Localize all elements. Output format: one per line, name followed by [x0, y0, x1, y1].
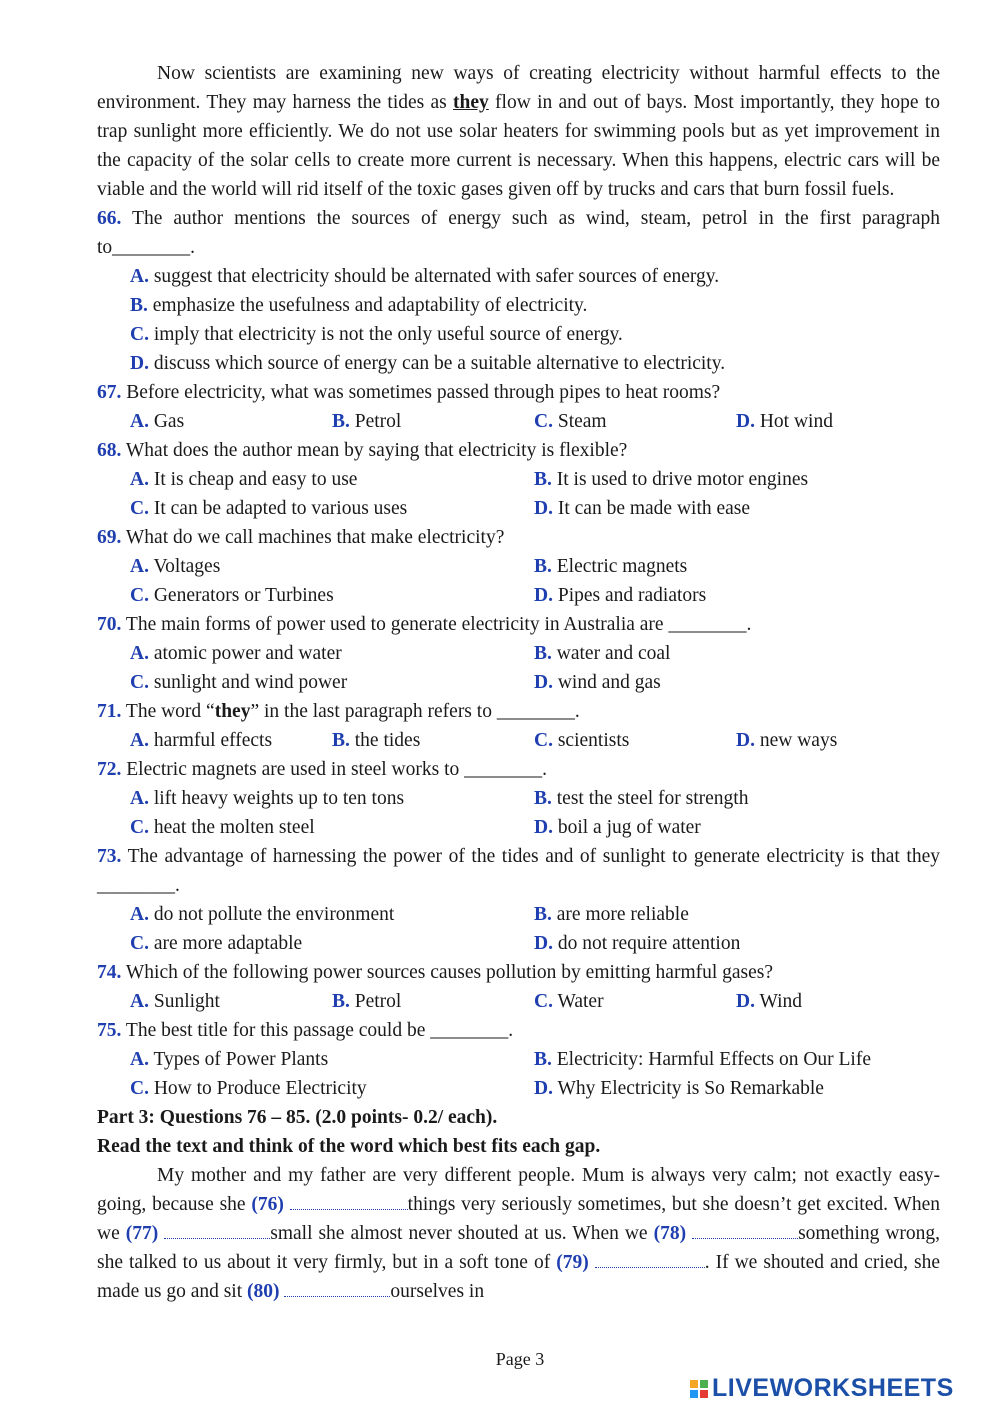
question-68 — [97, 436, 940, 465]
gap-79-input[interactable] — [595, 1249, 705, 1268]
gap-label-79: (79) — [556, 1252, 589, 1273]
question-70 — [97, 610, 940, 639]
question-75 — [97, 1016, 940, 1045]
option-75-c[interactable]: C. How to Produce Electricity — [130, 1078, 367, 1099]
cloze-passage: My mother and my father are very different people. Mum is always very calm; not exactly easy-going, because she (76) things very seriously sometimes, but she doesn’t get excited. When we (77) small she almost never shouted at us. When we (78) something wrong, she talked to us about it very firmly, but in a soft tone of (79) . If we shouted and cried, she made us go and sit (80) ourselves in — [97, 1165, 941, 1302]
question-number: 67. — [97, 382, 122, 403]
option-71-a[interactable]: A. harmful effects — [130, 730, 273, 751]
page-number: Page 3 — [495, 1349, 545, 1369]
option-70-b[interactable]: B. water and coal — [534, 643, 671, 664]
option-74-a[interactable]: A. Sunlight — [130, 991, 220, 1012]
option-71-c[interactable]: C. scientists — [534, 730, 630, 751]
options-74 — [97, 987, 940, 1016]
question-stem: Which of the following power sources causes pollution by emitting harmful gases? — [125, 962, 774, 983]
reading-passage-end: Now scientists are examining new ways of creating electricity without harmful effects to the environment. They may harness the tides as they flow in and out of bays. Most importantly, they hope to trap sunlight more efficiently. We do not use solar heaters for swimming pools but as yet improvement in the capacity of the solar cells to create more current is necessary. When this happens, electric cars will be viable and the world will rid itself of the toxic gases given off by trucks and cars that burn fossil fuels. — [97, 63, 940, 200]
options-70 — [97, 639, 940, 697]
question-stem: What does the author mean by saying that electricity is flexible? — [125, 440, 628, 461]
option-71-b[interactable]: B. the tides — [332, 730, 421, 751]
option-67-d[interactable]: D. Hot wind — [736, 411, 833, 432]
option-73-d[interactable]: D. do not require attention — [534, 933, 741, 954]
option-68-c[interactable]: C. It can be adapted to various uses — [130, 498, 408, 519]
question-number: 69. — [97, 527, 122, 548]
question-71: 71. The word “they” in the last paragraph refers to ________. — [97, 701, 580, 722]
question-number: 75. — [97, 1020, 122, 1041]
highlighted-word-they: they — [453, 92, 489, 113]
question-72 — [97, 755, 940, 784]
gap-76-input[interactable] — [290, 1191, 408, 1210]
question-stem: Before electricity, what was sometimes passed through pipes to heat rooms? — [126, 382, 721, 403]
options-71 — [97, 726, 940, 755]
question-69 — [97, 523, 940, 552]
question-stem: The main forms of power used to generate electricity in Australia are ________. — [125, 614, 752, 635]
logo-grid-icon — [690, 1380, 708, 1398]
gap-label-76: (76) — [251, 1194, 284, 1215]
option-69-b[interactable]: B. Electric magnets — [534, 556, 688, 577]
options-72 — [97, 784, 940, 842]
option-73-c[interactable]: C. are more adaptable — [130, 933, 303, 954]
part3-heading: Part 3: Questions 76 – 85. (2.0 points- 0.2/ each). — [97, 1107, 498, 1128]
option-75-a[interactable]: A. Types of Power Plants — [130, 1049, 329, 1070]
question-number: 72. — [97, 759, 122, 780]
question-stem: The advantage of harnessing the power of the tides and of sunlight to generate electricity is that they ________. — [97, 846, 940, 896]
option-67-b[interactable]: B. Petrol — [332, 411, 402, 432]
option-68-d[interactable]: D. It can be made with ease — [534, 498, 751, 519]
gap-label-78: (78) — [653, 1223, 687, 1244]
question-66 — [97, 204, 940, 262]
liveworksheets-logo — [690, 1374, 954, 1403]
question-stem: The author mentions the sources of energy such as wind, steam, petrol in the first paragraph to________. — [97, 208, 940, 258]
gap-label-77: (77) — [125, 1223, 159, 1244]
question-73 — [97, 842, 940, 900]
option-72-c[interactable]: C. heat the molten steel — [130, 817, 315, 838]
question-stem: Electric magnets are used in steel works to ________. — [126, 759, 548, 780]
option-69-d[interactable]: D. Pipes and radiators — [534, 585, 707, 606]
options-66 — [97, 262, 940, 378]
logo-text: LIVEWORKSHEETS — [712, 1374, 954, 1402]
option-70-a[interactable]: A. atomic power and water — [130, 643, 342, 664]
options-69 — [97, 552, 940, 610]
option-66-c[interactable]: C. imply that electricity is not the only useful source of energy. — [130, 324, 623, 345]
option-69-a[interactable]: A. Voltages — [130, 556, 221, 577]
option-74-b[interactable]: B. Petrol — [332, 991, 402, 1012]
option-72-d[interactable]: D. boil a jug of water — [534, 817, 701, 838]
options-68 — [97, 465, 940, 523]
option-70-d[interactable]: D. wind and gas — [534, 672, 661, 693]
option-74-d[interactable]: D. Wind — [736, 991, 803, 1012]
question-number: 70. — [97, 614, 122, 635]
gap-label-80: (80) — [247, 1281, 280, 1302]
option-72-a[interactable]: A. lift heavy weights up to ten tons — [130, 788, 405, 809]
option-74-c[interactable]: C. Water — [534, 991, 604, 1012]
option-73-b[interactable]: B. are more reliable — [534, 904, 689, 925]
gap-78-input[interactable] — [692, 1220, 798, 1239]
option-66-d[interactable]: D. discuss which source of energy can be a suitable alternative to electricity. — [130, 353, 726, 374]
gap-80-input[interactable] — [284, 1278, 390, 1297]
option-72-b[interactable]: B. test the steel for strength — [534, 788, 749, 809]
option-71-d[interactable]: D. new ways — [736, 730, 838, 751]
question-stem: The best title for this passage could be ________. — [125, 1020, 514, 1041]
question-number: 74. — [97, 962, 122, 983]
question-number: 66. — [97, 208, 122, 229]
option-75-d[interactable]: D. Why Electricity is So Remarkable — [534, 1078, 824, 1099]
option-66-b[interactable]: B. emphasize the usefulness and adaptability of electricity. — [130, 295, 588, 316]
question-number: 71. — [97, 701, 122, 722]
worksheet-page — [97, 59, 940, 1306]
option-67-a[interactable]: A. Gas — [130, 411, 185, 432]
option-70-c[interactable]: C. sunlight and wind power — [130, 672, 348, 693]
option-68-a[interactable]: A. It is cheap and easy to use — [130, 469, 358, 490]
question-number: 73. — [97, 846, 122, 867]
part3-instruction: Read the text and think of the word which best fits each gap. — [97, 1136, 601, 1157]
option-69-c[interactable]: C. Generators or Turbines — [130, 585, 334, 606]
options-75 — [97, 1045, 940, 1103]
question-number: 68. — [97, 440, 122, 461]
option-66-a[interactable]: A. suggest that electricity should be alternated with safer sources of energy. — [130, 266, 720, 287]
option-68-b[interactable]: B. It is used to drive motor engines — [534, 469, 809, 490]
options-67 — [97, 407, 940, 436]
quoted-word-they: they — [214, 701, 251, 722]
options-73 — [97, 900, 940, 958]
question-67 — [97, 378, 940, 407]
option-67-c[interactable]: C. Steam — [534, 411, 607, 432]
option-73-a[interactable]: A. do not pollute the environment — [130, 904, 395, 925]
gap-77-input[interactable] — [164, 1220, 270, 1239]
question-stem: What do we call machines that make electricity? — [125, 527, 505, 548]
question-74 — [97, 958, 940, 987]
option-75-b[interactable]: B. Electricity: Harmful Effects on Our Life — [534, 1049, 871, 1070]
